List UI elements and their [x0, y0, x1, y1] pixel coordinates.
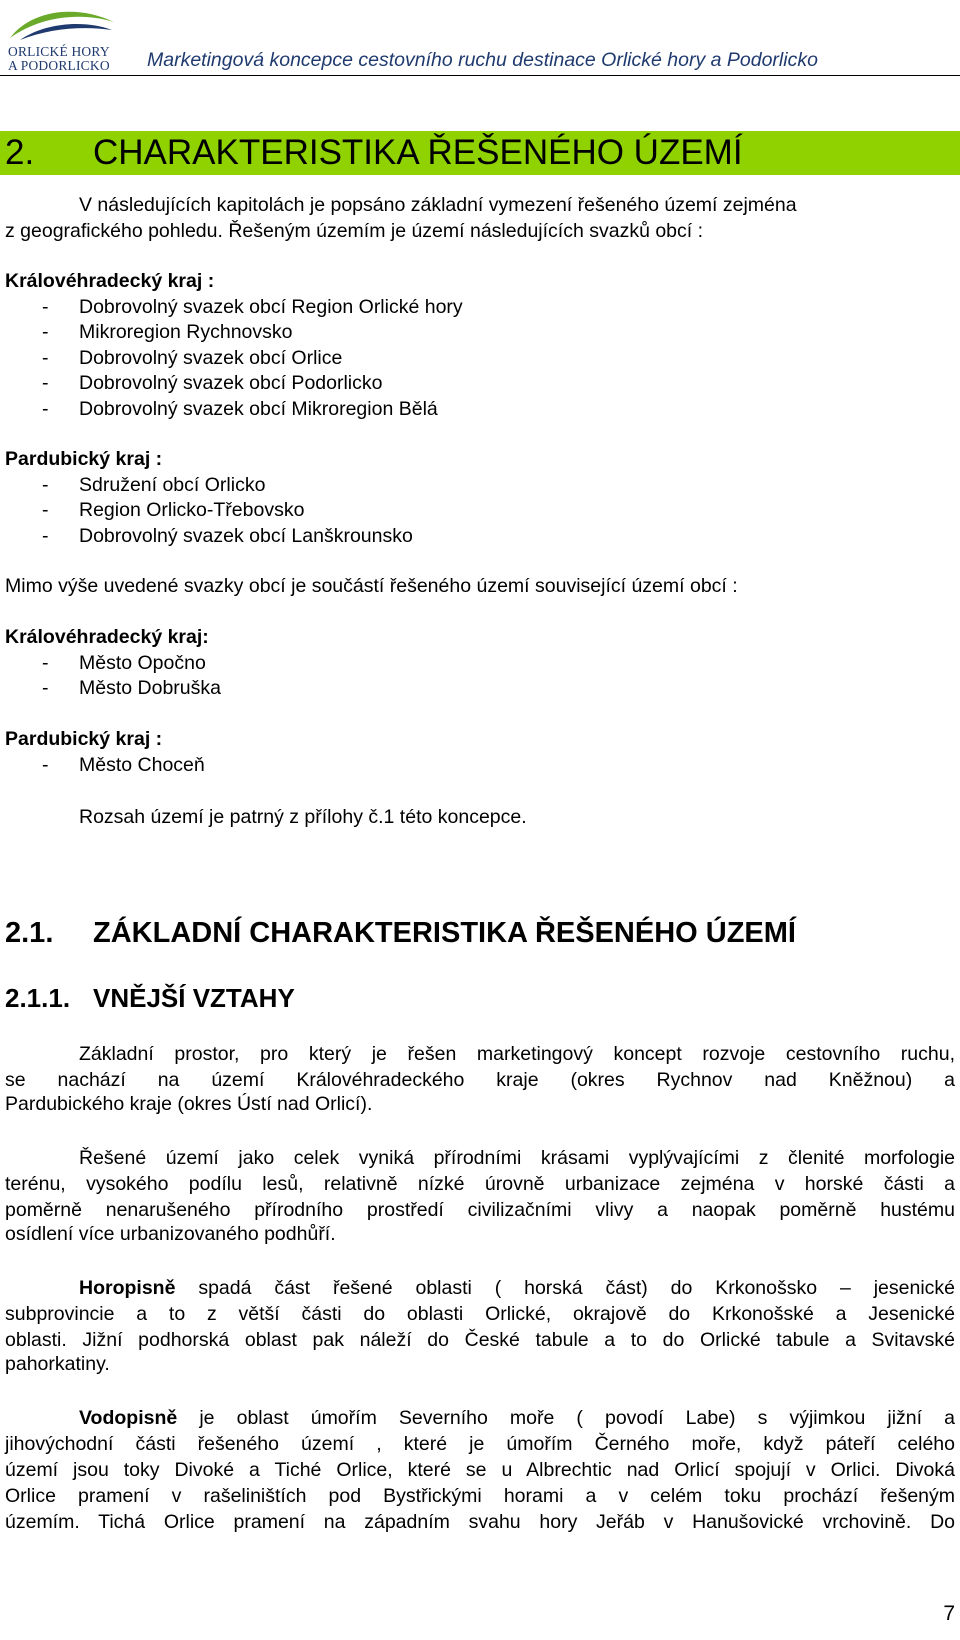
- orlicke-hory-logo: [4, 4, 124, 74]
- list-item: - Sdružení obcí Orlicko: [42, 474, 266, 496]
- para4-line2: jihovýchodní části řešeného území , které je úmořím Černého moře, když páteří celého: [5, 1433, 955, 1455]
- para1-line2: se nachází na území Královéhradeckého kraje (okres Rychnov nad Kněžnou) a: [5, 1069, 955, 1091]
- page-header: [0, 0, 960, 78]
- para3-line3: oblasti. Jižní podhorská oblast pak náleží do České tabule a to do Orlické tabule a Svitavské: [5, 1329, 955, 1351]
- chapter-number: 2.: [5, 133, 35, 172]
- para3-bold-term: Horopisně: [79, 1277, 176, 1299]
- para4-line4: Orlice pramení v rašeliništích pod Bystřickými horami a v celém toku prochází řešeným: [5, 1485, 955, 1507]
- para4-line5: územím. Tichá Orlice pramení na západním svahu hory Jeřáb v Hanušovické vrchovině. Do: [5, 1511, 955, 1533]
- list-item: - Mikroregion Rychnovsko: [42, 321, 293, 343]
- rozsah-paragraph: Rozsah území je patrný z přílohy č.1 této koncepce.: [79, 806, 527, 828]
- logo-text-line1: ORLICKÉ HORY: [8, 44, 110, 59]
- intro-line-2: z geografického pohledu. Řešeným územím je území následujících svazků obcí :: [5, 220, 704, 242]
- document-header-title: Marketingová koncepce cestovního ruchu destinace Orlické hory a Podorlicko: [147, 49, 818, 71]
- header-divider: [0, 75, 960, 76]
- list-item: - Dobrovolný svazek obcí Mikroregion Bělá: [42, 398, 438, 420]
- group-heading-kralovehradecky-2: Královéhradecký kraj:: [5, 626, 209, 648]
- list-item: - Město Opočno: [42, 652, 206, 674]
- logo-text-line2: A PODORLICKO: [8, 58, 110, 73]
- section-number: 2.1.: [5, 917, 54, 949]
- list-item: - Dobrovolný svazek obcí Region Orlické hory: [42, 296, 463, 318]
- para2-line4: osídlení více urbanizovaného podhůří.: [5, 1223, 336, 1245]
- para3-line1: Horopisně spadá část řešené oblasti ( horská část) do Krkonošsko – jesenické: [79, 1277, 955, 1299]
- list-item: - Dobrovolný svazek obcí Orlice: [42, 347, 343, 369]
- list-item: - Město Choceň: [42, 754, 205, 776]
- para4-line3: území jsou toky Divoké a Tiché Orlice, které se u Albrechtic nad Orlicí spojují v Orlici. Divoká: [5, 1459, 955, 1481]
- para4-bold-term: Vodopisně: [79, 1407, 178, 1429]
- para4-line1: Vodopisně je oblast úmořím Severního moře ( povodí Labe) s výjimkou jižní a: [79, 1407, 955, 1429]
- group-heading-pardubicky-2: Pardubický kraj :: [5, 728, 163, 750]
- para2-line1: Řešené území jako celek vyniká přírodními krásami vyplývajícími z členité morfologie: [79, 1147, 955, 1169]
- para2-line3: poměrně nenarušeného přírodního prostředí civilizačními vlivy a naopak poměrně hustému: [5, 1199, 955, 1221]
- page-number: 7: [943, 1602, 955, 1625]
- section-title: ZÁKLADNÍ CHARAKTERISTIKA ŘEŠENÉHO ÚZEMÍ: [93, 917, 796, 949]
- intro-line-1: V následujících kapitolách je popsáno základní vymezení řešeného území zejména: [79, 194, 797, 216]
- mountain-swoosh-icon: [6, 4, 116, 44]
- subsection-title: VNĚJŠÍ VZTAHY: [93, 983, 295, 1013]
- para1-line1: Základní prostor, pro který je řešen marketingový koncept rozvoje cestovního ruchu,: [79, 1043, 955, 1065]
- chapter-title: CHARAKTERISTIKA ŘEŠENÉHO ÚZEMÍ: [93, 133, 743, 172]
- group-heading-pardubicky: Pardubický kraj :: [5, 448, 163, 470]
- subsection-number: 2.1.1.: [5, 983, 71, 1013]
- group-heading-kralovehradecky: Královéhradecký kraj :: [5, 270, 215, 292]
- para3-line4: pahorkatiny.: [5, 1353, 110, 1375]
- mimo-paragraph: Mimo výše uvedené svazky obcí je součástí řešeného území související území obcí :: [5, 575, 738, 597]
- list-item: - Dobrovolný svazek obcí Lanškrounsko: [42, 525, 413, 547]
- list-item: - Dobrovolný svazek obcí Podorlicko: [42, 372, 383, 394]
- para3-line2: subprovincie a to z větší části do oblasti Orlické, okrajově do Krkonošské a Jesenické: [5, 1303, 955, 1325]
- para2-line2: terénu, vysokého podílu lesů, relativně nízké úrovně urbanizace zejména v horské části a: [5, 1173, 955, 1195]
- para1-line3: Pardubického kraje (okres Ústí nad Orlicí).: [5, 1093, 373, 1115]
- list-item: - Region Orlicko-Třebovsko: [42, 499, 305, 521]
- list-item: - Město Dobruška: [42, 677, 221, 699]
